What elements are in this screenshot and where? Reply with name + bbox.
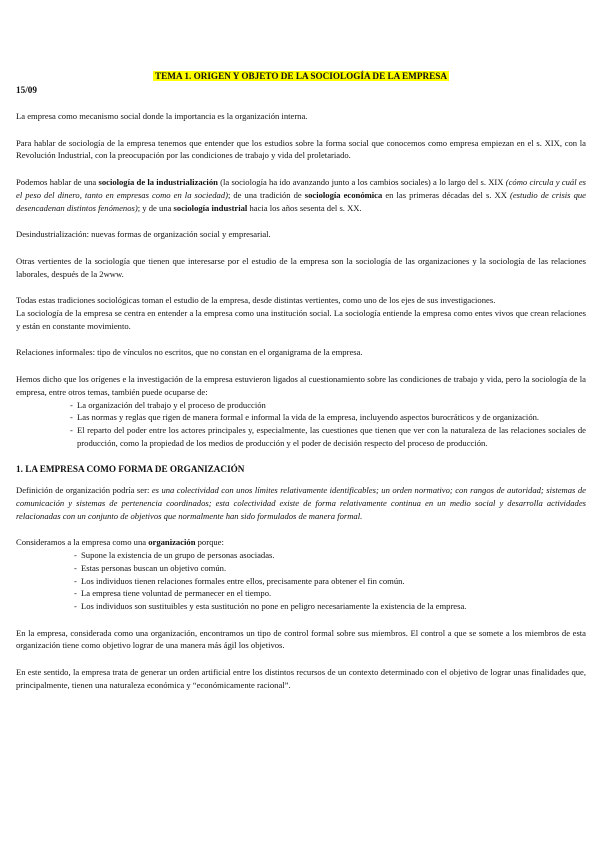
list-caracteristicas	[16, 549, 586, 613]
list-item: - Los individuos son sustituibles y esta sustitución no pone en peligro necesariamente la existencia de la empresa.	[74, 600, 586, 613]
list-item: - Estas personas buscan un objetivo común.	[74, 562, 586, 575]
title-row	[16, 70, 586, 82]
list-item: - Supone la existencia de un grupo de personas asociadas.	[74, 549, 586, 562]
paragraph-institucion-social: La sociología de la empresa se centra en entender a la empresa como una institución social. La sociología entiende la empresa como entes vivos que crean relaciones y están en constante movimiento.	[16, 308, 586, 331]
paragraph-otras-vertientes: Otras vertientes de la sociología que tienen que interesarse por el estudio de la empresa son la sociología de las organizaciones y la sociología de las relaciones laborales, después de la 2www.	[16, 255, 586, 279]
paragraph-tradiciones: Podemos hablar de una sociología de la industrialización (la sociología ha ido avanzando junto a los cambios sociales) a lo largo del s. XIX (cómo circula y cuál es el peso del dinero, tanto en empresas como en la sociedad); de una tradición de sociología económica en las primeras décadas del s. XX (estudio de crisis que desencadenan distintos fenómenos); y de una sociología industrial hacia los años sesenta del s. XX.	[16, 177, 586, 213]
paragraph-desindustrializacion: Desindustrialización: nuevas formas de organización social y empresarial.	[16, 229, 271, 240]
paragraph-origen-estudios: Para hablar de sociología de la empresa tenemos que entender que los estudios sobre la forma social que conocemos como empresa empiezan en el s. XIX, con la Revolución Industrial, con la preocupación por las condiciones de trabajo y vida del proletariado.	[16, 137, 586, 161]
paragraph-empresa-mecanismo: La empresa como mecanismo social donde la importancia es la organización interna.	[16, 111, 308, 121]
list-item: - La organización del trabajo y el proceso de producción	[70, 399, 586, 412]
paragraph-tradiciones-ejes: Todas estas tradiciones sociológicas toman el estudio de la empresa, desde distintas vertientes, como uno de los ejes de sus investigaciones.	[16, 295, 496, 306]
term-organizacion: organización	[148, 537, 196, 548]
list-item: - Los individuos tienen relaciones formales entre ellos, precisamente para obtener el fin común.	[74, 575, 586, 588]
page-title: TEMA 1. ORIGEN Y OBJETO DE LA SOCIOLOGÍA DE LA EMPRESA	[155, 71, 447, 81]
term-sociologia-industrializacion: sociología de la industrialización	[98, 177, 218, 188]
paragraph-origenes-investigacion: Hemos dicho que los orígenes e la investigación de la empresa estuvieron ligados al cuestionamiento sobre las condiciones de trabajo y vida, pero la sociología de la empresa, entre otros temas, también puede ocuparse de:	[16, 374, 586, 397]
term-sociologia-economica: sociología económica	[304, 189, 383, 200]
paragraph-definicion-organizacion: Definición de organización podría ser: es una colectividad con unos límites relativamente identificables; un orden normativo; con rangos de autoridad; sistemas de comunicación y sistemas de pertenencia coordinados; esta colectividad existe de forma relativamente continua en un medio social y desarrolla actividades relacionadas con un conjunto de objetivos que normalmente han sido formulados de manera formal.	[16, 485, 586, 521]
term-sociologia-industrial: sociología industrial	[173, 202, 248, 213]
list-item: - La empresa tiene voluntad de permanecer en el tiempo.	[74, 587, 586, 600]
list-temas	[16, 399, 586, 450]
paragraph-consideramos: Consideramos a la empresa como una organización porque:	[16, 537, 224, 548]
date-label: 15/09	[16, 85, 37, 95]
paragraph-orden-artificial: En este sentido, la empresa trata de generar un orden artificial entre los distintos recursos de un contexto determinado con el objetivo de lograr unas finalidades que, principalmente, tienen una naturaleza económica y “económicamente racional”.	[16, 667, 586, 690]
section-heading: 1. LA EMPRESA COMO FORMA DE ORGANIZACIÓN	[16, 464, 245, 475]
list-item: - El reparto del poder entre los actores principales y, especialmente, las cuestiones que tienen que ver con la naturaleza de las relaciones sociales de producción, como la propiedad de los medios de producción y el poder de decisión respecto del proceso de producción.	[70, 424, 586, 449]
paragraph-control-formal: En la empresa, considerada como una organización, encontramos un tipo de control formal sobre sus miembros. El control a que se somete a los miembros de esta organización tiene como objetivo lograr de una manera más ágil los objetivos.	[16, 627, 586, 651]
list-item: - Las normas y reglas que rigen de manera formal e informal la vida de la empresa, incluyendo aspectos burocráticos y de organización.	[70, 411, 586, 424]
paragraph-relaciones-informales: Relaciones informales: tipo de vínculos no escritos, que no constan en el organigrama de la empresa.	[16, 347, 363, 358]
